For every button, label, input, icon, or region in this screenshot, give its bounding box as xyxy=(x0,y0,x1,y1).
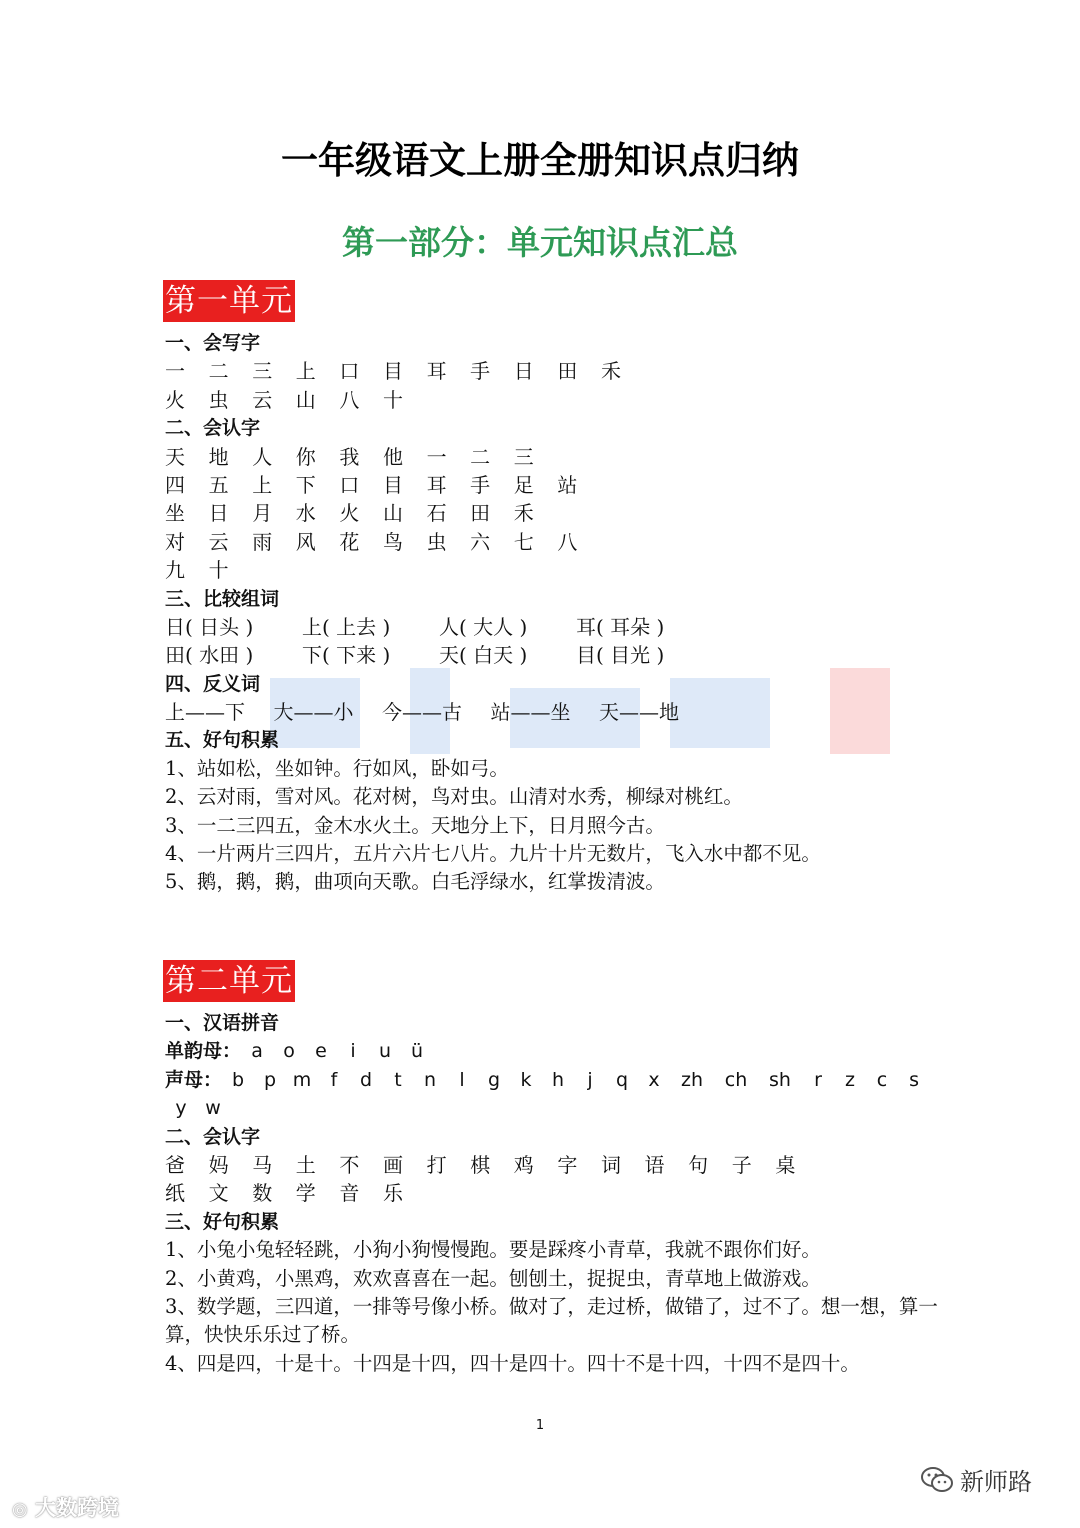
unit-2-pinyin-heading: 一、汉语拼音 xyxy=(165,1012,280,1034)
unit-1-recognize-rows xyxy=(165,443,945,585)
unit-2-recognize-rows xyxy=(165,1151,945,1208)
sentence: 4、一片两片三四片，五片六片七八片。九片十片无数片，飞入水中都不见。 xyxy=(165,842,821,866)
vowel: i xyxy=(350,1040,356,1063)
recognize-char: 目 xyxy=(382,472,403,497)
initial: r xyxy=(814,1068,822,1091)
recognize-char: 棋 xyxy=(470,1152,491,1177)
vowel: ü xyxy=(410,1040,424,1063)
unit-1-recognize-heading: 二、会认字 xyxy=(165,417,261,440)
watermark-left xyxy=(12,1492,119,1522)
recognize-char: 耳 xyxy=(426,472,447,497)
unit-2-sentences-heading: 三、好句积累 xyxy=(165,1210,280,1233)
recognize-char: 十 xyxy=(208,558,229,583)
recognize-char: 人 xyxy=(252,444,273,469)
recognize-char: 文 xyxy=(208,1181,229,1206)
sentence: 4、四是四，十是十。十四是十四，四十是四十。四十不是十四，十四不是四十。 xyxy=(165,1351,860,1375)
recognize-char: 二 xyxy=(470,444,491,469)
recognize-char: 手 xyxy=(470,472,491,497)
recognize-char: 妈 xyxy=(208,1152,229,1177)
write-char: 八 xyxy=(339,387,360,412)
unit-2-recognize-heading: 二、会认字 xyxy=(165,1125,261,1148)
write-char: 一 xyxy=(165,359,185,384)
write-char: 目 xyxy=(382,359,403,384)
compare-word: 目( 目光 ) xyxy=(576,643,665,668)
initial: zh xyxy=(681,1068,704,1091)
recognize-char: 七 xyxy=(513,529,534,554)
compare-word: 田( 水田 ) xyxy=(165,643,254,668)
recognize-char: 一 xyxy=(426,444,447,469)
recognize-char: 三 xyxy=(513,444,534,469)
recognize-char: 词 xyxy=(600,1152,621,1177)
antonym-pair: 上——下 xyxy=(165,700,245,725)
initial: l xyxy=(459,1068,465,1091)
initial: y xyxy=(175,1097,187,1120)
recognize-char-row xyxy=(165,471,945,499)
recognize-char: 坐 xyxy=(165,501,185,526)
recognize-char: 土 xyxy=(295,1152,316,1177)
recognize-char: 九 xyxy=(165,558,185,583)
recognize-char: 下 xyxy=(295,472,316,497)
sentence: 2、云对雨，雪对风。花对树，鸟对虫。山清对水秀，柳绿对桃红。 xyxy=(165,785,743,809)
write-char: 云 xyxy=(252,387,273,412)
vowel: o xyxy=(283,1040,295,1063)
recognize-char: 学 xyxy=(295,1181,316,1206)
initial: b xyxy=(231,1068,245,1091)
recognize-char: 语 xyxy=(644,1152,665,1177)
recognize-char: 水 xyxy=(295,501,316,526)
recognize-char: 地 xyxy=(208,444,229,469)
sentence: 3、数学题，三四道，一排等号像小桥。做对了，走过桥，做错了，过不了。想一想，算一算，快快乐乐过了桥。 xyxy=(165,1294,938,1347)
recognize-char: 对 xyxy=(165,529,185,554)
recognize-char: 口 xyxy=(339,472,360,497)
unit-1-content xyxy=(165,329,945,897)
write-char: 三 xyxy=(252,359,273,384)
antonym-pair: 站——坐 xyxy=(490,700,571,725)
initial: z xyxy=(845,1068,855,1091)
compare-word-row xyxy=(165,641,945,669)
compare-word: 日( 日头 ) xyxy=(165,614,254,639)
initial: w xyxy=(205,1097,221,1120)
recognize-char: 六 xyxy=(470,529,491,554)
unit-1-antonyms xyxy=(165,698,945,726)
unit-2-initials-row-2 xyxy=(165,1094,945,1122)
unit-1-write-row-1 xyxy=(165,357,945,385)
initial: d xyxy=(359,1068,373,1091)
recognize-char: 音 xyxy=(339,1181,360,1206)
unit-1-sentences-heading: 五、好句积累 xyxy=(165,729,280,752)
initial: q xyxy=(615,1068,629,1091)
initial: h xyxy=(551,1068,565,1091)
page-number: 1 xyxy=(535,1418,545,1433)
recognize-char-row xyxy=(165,499,945,527)
recognize-char-row xyxy=(165,1151,945,1179)
vowels-label: 单韵母： xyxy=(165,1040,242,1063)
recognize-char: 鸡 xyxy=(513,1152,534,1177)
watermark-right-text: 新师路 xyxy=(960,1468,1032,1496)
recognize-char: 鸟 xyxy=(382,529,403,554)
initial: m xyxy=(292,1068,312,1091)
unit-1-compare-rows xyxy=(165,613,945,670)
initial: k xyxy=(520,1068,532,1091)
recognize-char: 火 xyxy=(339,501,360,526)
write-char: 耳 xyxy=(426,359,447,384)
recognize-char: 你 xyxy=(295,444,316,469)
recognize-char: 禾 xyxy=(513,501,534,526)
unit-1-write-heading: 一、会写字 xyxy=(165,332,261,354)
unit-2-sentences xyxy=(165,1236,945,1378)
recognize-char: 爸 xyxy=(165,1152,185,1177)
sentence: 2、小黄鸡，小黑鸡，欢欢喜喜在一起。刨刨土，捉捉虫，青草地上做游戏。 xyxy=(165,1266,821,1290)
unit-1-compare-heading: 三、比较组词 xyxy=(165,587,280,610)
write-char: 上 xyxy=(295,359,316,384)
recognize-char-row xyxy=(165,443,945,471)
unit-2-initials-row-1 xyxy=(165,1066,945,1094)
initial: n xyxy=(423,1068,437,1091)
recognize-char: 八 xyxy=(557,529,578,554)
unit-2-vowels xyxy=(165,1037,945,1065)
vowel: a xyxy=(251,1040,263,1063)
recognize-char: 雨 xyxy=(252,529,273,554)
sentence: 1、站如松，坐如钟。行如风，卧如弓。 xyxy=(165,756,509,780)
recognize-char: 桌 xyxy=(775,1152,796,1177)
recognize-char-row xyxy=(165,528,945,556)
write-char: 十 xyxy=(382,387,403,412)
watermark-right xyxy=(920,1462,1032,1497)
recognize-char: 田 xyxy=(470,501,491,526)
write-char: 禾 xyxy=(600,359,621,384)
recognize-char: 句 xyxy=(688,1152,709,1177)
compare-word: 下( 下来 ) xyxy=(302,643,391,668)
sentence: 5、鹅，鹅，鹅，曲项向天歌。白毛浮绿水，红掌拨清波。 xyxy=(165,870,665,894)
initials-label: 声母： xyxy=(165,1068,223,1091)
write-char: 田 xyxy=(557,359,578,384)
unit-2-content xyxy=(165,1009,945,1378)
unit-1-label: 第一单元 xyxy=(163,280,295,322)
compare-word: 上( 上去 ) xyxy=(302,614,391,639)
initial: p xyxy=(263,1068,277,1091)
write-char: 二 xyxy=(208,359,229,384)
recognize-char: 花 xyxy=(339,529,360,554)
compare-word: 耳( 耳朵 ) xyxy=(576,614,665,639)
recognize-char: 乐 xyxy=(382,1181,403,1206)
recognize-char: 日 xyxy=(208,501,229,526)
initial: x xyxy=(648,1068,660,1091)
write-char: 火 xyxy=(165,387,185,412)
sentence: 1、小兔小兔轻轻跳，小狗小狗慢慢跑。要是踩疼小青草，我就不跟你们好。 xyxy=(165,1238,821,1262)
wechat-icon xyxy=(920,1466,954,1494)
recognize-char: 他 xyxy=(382,444,403,469)
section-subtitle: 第一部分：单元知识点汇总 xyxy=(342,223,738,262)
recognize-char: 不 xyxy=(339,1152,360,1177)
recognize-char-row xyxy=(165,1179,945,1207)
initial: g xyxy=(487,1068,501,1091)
initial: t xyxy=(394,1068,402,1091)
write-char: 口 xyxy=(339,359,360,384)
weibo-icon: ◎ xyxy=(12,1499,28,1520)
compare-word: 天( 白天 ) xyxy=(439,643,528,668)
recognize-char: 数 xyxy=(252,1181,273,1206)
recognize-char: 画 xyxy=(382,1152,403,1177)
initial: j xyxy=(587,1068,593,1091)
recognize-char: 五 xyxy=(208,472,229,497)
initial: ch xyxy=(724,1068,748,1091)
compare-word: 人( 大人 ) xyxy=(439,614,528,639)
unit-1-sentences xyxy=(165,755,945,897)
recognize-char: 纸 xyxy=(165,1181,185,1206)
recognize-char: 月 xyxy=(252,501,273,526)
write-char: 虫 xyxy=(208,387,229,412)
initial: s xyxy=(909,1068,919,1091)
document-title: 一年级语文上册全册知识点归纳 xyxy=(281,139,799,182)
recognize-char: 我 xyxy=(339,444,360,469)
recognize-char: 云 xyxy=(208,529,229,554)
compare-word-row xyxy=(165,613,945,641)
antonym-pair: 大——小 xyxy=(273,700,354,725)
recognize-char: 站 xyxy=(557,472,578,497)
antonym-pair: 今——古 xyxy=(382,700,462,725)
recognize-char: 山 xyxy=(382,501,403,526)
sentence: 3、一二三四五，金木水火土。天地分上下，日月照今古。 xyxy=(165,813,665,837)
recognize-char-row xyxy=(165,556,945,584)
recognize-char: 足 xyxy=(513,472,534,497)
watermark-left-text: 大数跨境 xyxy=(35,1496,120,1520)
unit-2-label: 第二单元 xyxy=(163,960,295,1002)
antonym-pair: 天——地 xyxy=(599,700,679,725)
vowel: u xyxy=(378,1040,392,1063)
recognize-char: 风 xyxy=(295,529,316,554)
recognize-char: 子 xyxy=(731,1152,752,1177)
recognize-char: 石 xyxy=(426,501,447,526)
recognize-char: 上 xyxy=(252,472,273,497)
recognize-char: 虫 xyxy=(426,529,447,554)
initial: f xyxy=(330,1068,338,1091)
recognize-char: 打 xyxy=(426,1152,447,1177)
unit-1-write-row-2 xyxy=(165,386,945,414)
write-char: 山 xyxy=(295,387,316,412)
initial: c xyxy=(876,1068,888,1091)
recognize-char: 字 xyxy=(557,1152,578,1177)
vowel: e xyxy=(315,1040,327,1063)
write-char: 日 xyxy=(513,359,534,384)
unit-1-antonym-heading: 四、反义词 xyxy=(165,672,261,695)
recognize-char: 四 xyxy=(165,472,185,497)
write-char: 手 xyxy=(470,359,491,384)
recognize-char: 天 xyxy=(165,444,185,469)
initial: sh xyxy=(769,1068,791,1091)
recognize-char: 马 xyxy=(252,1152,273,1177)
